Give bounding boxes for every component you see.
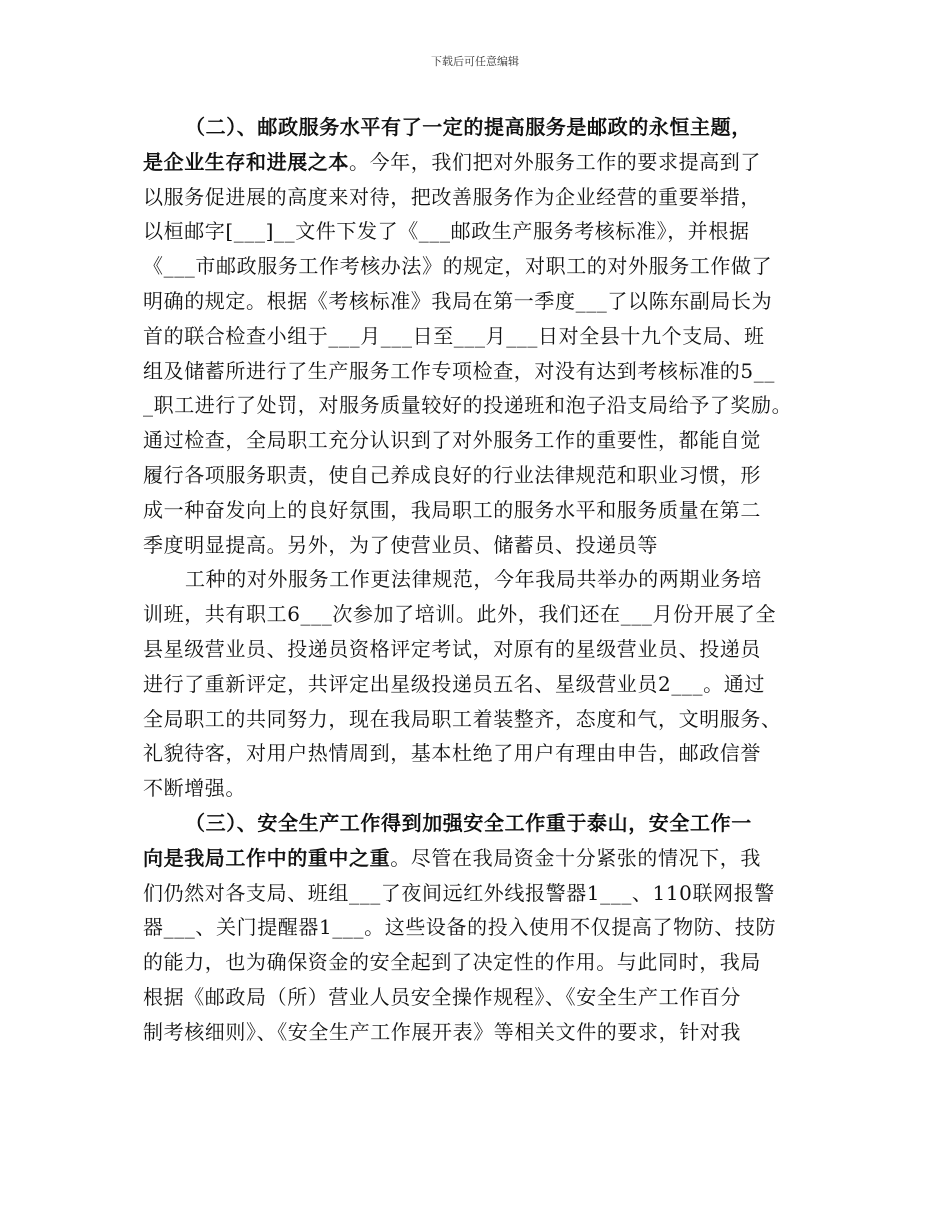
body-text-run: 组及储蓄所进行了生产服务工作专项检查，对没有达到考核标准的5__ [143,358,775,383]
body-text-run: 县星级营业员、投递员资格评定考试，对原有的星级营业员、投递员 [143,636,761,661]
bold-heading-text: （二）、邮政服务水平有了一定的提高服务是邮政的永恒主题， [185,115,752,139]
text-line [143,1015,825,1050]
body-text-run: 器___、关门提醒器1___。这些设备的投入使用不仅提高了物防、技防 [143,915,777,940]
body-text-run: 不断增强。 [143,776,246,801]
text-line [143,702,825,737]
body-text-run: 以桓邮字[___]__文件下发了《___邮政生产服务考核标准》，并根据 [143,219,750,244]
bold-heading-text: （三）、安全生产工作得到加强安全工作重于泰山，安全工作一 [185,810,752,835]
text-line [143,736,825,771]
body-text-run: 成一种奋发向上的良好氛围，我局职工的服务水平和服务质量在第二 [143,497,761,522]
text-line [143,597,825,632]
body-text-run: 全局职工的共同努力，现在我局职工着装整齐，态度和气，文明服务、 [143,706,782,731]
document-body [143,110,825,1050]
text-line [143,841,825,876]
text-line [143,910,825,945]
body-text-run: 礼貌待客，对用户热情周到，基本杜绝了用户有理由申告，邮政信誉 [143,741,761,766]
body-text-run: 们仍然对各支局、班组___了夜间远红外线报警器1___、110联网报警 [143,880,775,905]
body-text-run: 制考核细则》、《安全生产工作展开表》等相关文件的要求，针对我 [143,1019,741,1044]
bold-heading-text: 是企业生存和进展之本 [143,149,349,174]
text-line [143,249,825,284]
text-line [143,319,825,354]
body-text-run: 训班，共有职工6___次参加了培训。此外，我们还在___月份开展了全 [143,602,777,627]
text-line [143,423,825,458]
body-text-run: 。今年，我们把对外服务工作的要求提高到了 [349,149,761,174]
bold-heading-text: 向是我局工作中的重中之重 [143,845,391,870]
body-text-run: 的能力，也为确保资金的安全起到了决定性的作用。与此同时，我局 [143,950,761,975]
text-line [143,458,825,493]
text-line [143,354,825,389]
text-line [143,180,825,215]
body-text-run: 履行各项服务职责，使自己养成良好的行业法律规范和职业习惯，形 [143,462,761,487]
body-text-run: 季度明显提高。另外，为了使营业员、储蓄员、投递员等 [143,532,658,557]
text-line [143,771,825,806]
text-line [143,562,825,597]
text-line [143,632,825,667]
text-line [143,284,825,319]
text-line [143,806,825,841]
text-line [143,667,825,702]
body-text-run: 通过检查，全局职工充分认识到了对外服务工作的重要性，都能自觉 [143,428,761,453]
text-line [143,528,825,563]
body-text-run: 以服务促进展的高度来对待，把改善服务作为企业经营的重要举措， [143,184,761,209]
body-text-run: 工种的对外服务工作更法律规范，今年我局共举办的两期业务培 [185,567,762,592]
text-line [143,145,825,180]
text-line [143,214,825,249]
body-text-run: 《___市邮政服务工作考核办法》的规定，对职工的对外服务工作做了 [143,254,773,279]
text-line [143,110,825,145]
body-text-run: 。尽管在我局资金十分紧张的情况下，我 [390,845,762,870]
text-line [143,876,825,911]
text-line [143,388,825,423]
body-text-run: 明确的规定。根据《考核标准》我局在第一季度___了以陈东副局长为 [143,288,773,313]
text-line [143,493,825,528]
body-text-run: 根据《邮政局（所）营业人员安全操作规程》、《安全生产工作百分 [143,984,741,1009]
text-line [143,945,825,980]
text-line [143,980,825,1015]
body-text-run: 首的联合检查小组于___月___日至___月___日对全县十九个支局、班 [143,323,765,348]
body-text-run: _职工进行了处罚，对服务质量较好的投递班和泡子沿支局给予了奖励。 [143,393,793,418]
page-header: 下载后可任意编辑 [431,55,519,68]
body-text-run: 进行了重新评定，共评定出星级投递员五名、星级营业员2___。通过 [143,671,765,696]
